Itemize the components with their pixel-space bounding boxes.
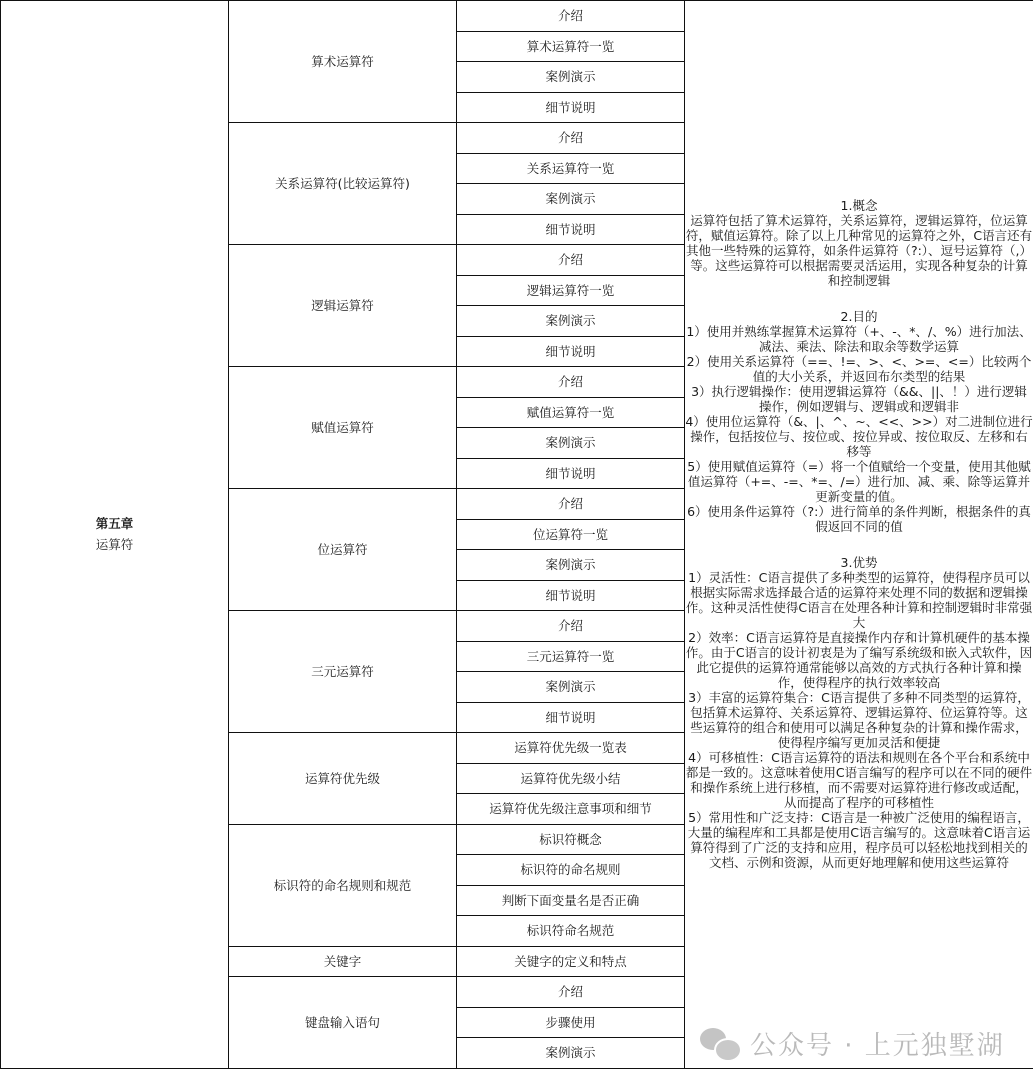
section-title: 标识符的命名规则和规范 — [229, 824, 457, 946]
subsection-item: 关键字的定义和特点 — [457, 946, 685, 977]
chapter-name: 运算符 — [95, 537, 134, 553]
advantage-item: 2）效率：C语言运算符是直接操作内存和计算机硬件的基本操作。由于C语言的设计初衷是为了编写系统级和嵌入式软件，因此它提供的运算符通常能够以高效的方式执行各种计算和操作，使得程序的执行效率较高 — [685, 630, 1033, 691]
subsection-item: 案例演示 — [457, 550, 685, 581]
purpose-heading: 2.目的 — [840, 309, 878, 325]
subsection-item: 案例演示 — [457, 672, 685, 703]
section-title: 运算符优先级 — [229, 733, 457, 825]
purpose-item: 3）执行逻辑操作：使用逻辑运算符（&&、||、！）进行逻辑操作，例如逻辑与、逻辑或和逻辑非 — [691, 384, 1027, 415]
subsection-item: 介绍 — [457, 123, 685, 154]
subsection-item: 三元运算符一览 — [457, 641, 685, 672]
advantage-item: 3）丰富的运算符集合：C语言提供了多种不同类型的运算符，包括算术运算符、关系运算符、逻辑运算符、位运算符等。这些运算符的组合和使用可以满足各种复杂的计算和操作需求，使得程序编写更加灵活和便捷 — [688, 690, 1030, 751]
purpose-item: 6）使用条件运算符（?:）进行简单的条件判断，根据条件的真假返回不同的值 — [687, 504, 1031, 535]
subsection-item: 案例演示 — [457, 1038, 685, 1069]
subsection-item: 逻辑运算符一览 — [457, 275, 685, 306]
subsection-item: 介绍 — [457, 1, 685, 32]
subsection-item: 介绍 — [457, 611, 685, 642]
concept-heading: 1.概念 — [840, 198, 878, 214]
section-title: 算术运算符 — [229, 1, 457, 123]
subsection-item: 介绍 — [457, 367, 685, 398]
subsection-item: 标识符命名规范 — [457, 916, 685, 947]
advantage-item: 1）灵活性：C语言提供了多种类型的运算符，使得程序员可以根据实际需求选择最合适的运算符来处理不同的数据和逻辑操作。这种灵活性使得C语言在处理各种计算和控制逻辑时非常强大 — [685, 570, 1033, 631]
section-title: 逻辑运算符 — [229, 245, 457, 367]
subsection-item: 案例演示 — [457, 184, 685, 215]
subsection-item: 介绍 — [457, 977, 685, 1008]
subsection-item: 判断下面变量名是否正确 — [457, 885, 685, 916]
subsection-item: 案例演示 — [457, 306, 685, 337]
advantage-item: 5）常用性和广泛支持：C语言是一种被广泛使用的编程语言，大量的编程库和工具都是使用C语言编写的。这意味着C语言运算符得到了广泛的支持和应用，程序员可以轻松地找到相关的文档、示例和资源，从而更好地理解和使用这些运算符 — [687, 810, 1031, 871]
subsection-item: 算术运算符一览 — [457, 31, 685, 62]
subsection-item: 细节说明 — [457, 458, 685, 489]
advantage-item: 4）可移植性：C语言运算符的语法和规则在各个平台和系统中都是一致的。这意味着使用C语言编写的程序可以在不同的硬件和操作系统上进行移植，而不需要对运算符进行修改或适配，从而提高了程序的可移植性 — [685, 750, 1033, 811]
subsection-item: 细节说明 — [457, 92, 685, 123]
advantage-heading: 3.优势 — [840, 555, 878, 571]
subsection-item: 介绍 — [457, 245, 685, 276]
section-title: 关键字 — [229, 946, 457, 977]
purpose-item: 1）使用并熟练掌握算术运算符（+、-、*、/、%）进行加法、减法、乘法、除法和取余等数学运算 — [686, 324, 1032, 355]
chapter-cell — [1, 1, 229, 1069]
watermark-text: 公众号 · 上元独墅湖 — [750, 1031, 1005, 1061]
subsection-item: 标识符概念 — [457, 824, 685, 855]
subsection-item: 运算符优先级一览表 — [457, 733, 685, 764]
section-title: 键盘输入语句 — [229, 977, 457, 1069]
description-cell — [685, 1, 1033, 1069]
subsection-item: 步骤使用 — [457, 1007, 685, 1038]
purpose-item: 2）使用关系运算符（==、!=、>、<、>=、<=）比较两个值的大小关系，并返回布尔类型的结果 — [686, 354, 1032, 385]
purpose-item: 5）使用赋值运算符（=）将一个值赋给一个变量，使用其他赋值运算符（+=、-=、*=、/=）进行加、减、乘、除等运算并更新变量的值。 — [687, 459, 1031, 505]
subsection-item: 细节说明 — [457, 336, 685, 367]
section-title: 位运算符 — [229, 489, 457, 611]
concept-text: 运算符包括了算术运算符，关系运算符，逻辑运算符，位运算符，赋值运算符。除了以上几种常见的运算符之外，C语言还有其他一些特殊的运算符，如条件运算符（?:）、逗号运算符（,）等。这些运算符可以根据需要灵活运用，实现各种复杂的计算和控制逻辑 — [685, 213, 1033, 289]
subsection-item: 运算符优先级注意事项和细节 — [457, 794, 685, 825]
subsection-item: 案例演示 — [457, 428, 685, 459]
subsection-item: 细节说明 — [457, 702, 685, 733]
subsection-item: 介绍 — [457, 489, 685, 520]
section-title: 三元运算符 — [229, 611, 457, 733]
section-title: 赋值运算符 — [229, 367, 457, 489]
subsection-item: 标识符的命名规则 — [457, 855, 685, 886]
subsection-item: 赋值运算符一览 — [457, 397, 685, 428]
subsection-item: 运算符优先级小结 — [457, 763, 685, 794]
subsection-item: 细节说明 — [457, 214, 685, 245]
subsection-item: 位运算符一览 — [457, 519, 685, 550]
chapter-number: 第五章 — [95, 516, 134, 532]
subsection-item: 关系运算符一览 — [457, 153, 685, 184]
subsection-item: 细节说明 — [457, 580, 685, 611]
subsection-item: 案例演示 — [457, 62, 685, 93]
section-title: 关系运算符(比较运算符) — [229, 123, 457, 245]
purpose-item: 4）使用位运算符（&、|、^、~、<<、>>）对二进制位进行操作，包括按位与、按位或、按位异或、按位取反、左移和右移等 — [685, 414, 1033, 460]
